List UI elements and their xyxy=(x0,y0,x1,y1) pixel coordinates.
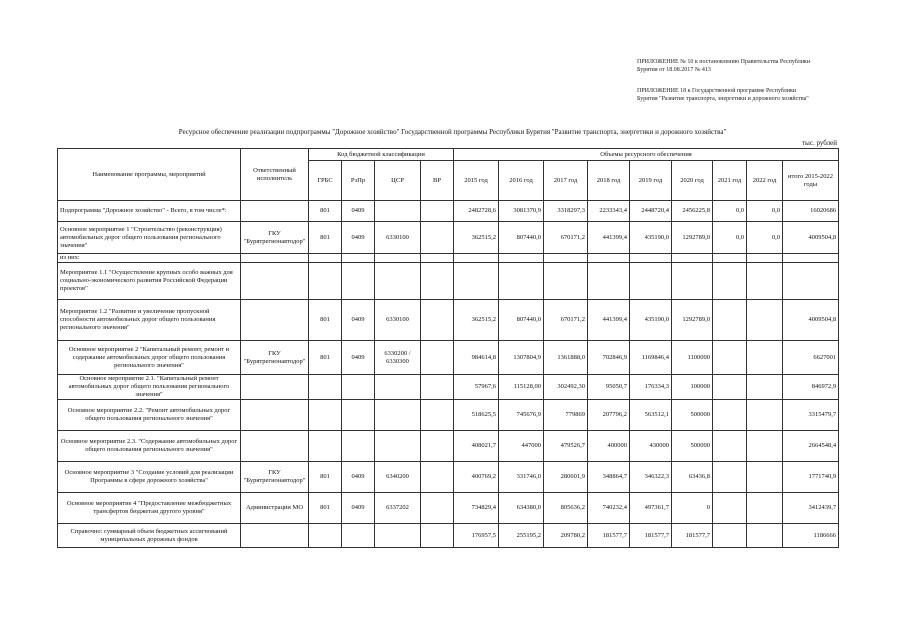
cell-value xyxy=(713,493,747,524)
cell-value: 1361888,0 xyxy=(544,341,588,375)
cell-grbs xyxy=(309,431,342,462)
cell-value: 1186666 xyxy=(783,524,839,548)
cell-value: 984614,8 xyxy=(454,341,499,375)
cell-name: Основное мероприятие 2 "Капитальный ремонт, ремонт и содержание автомобильных дорог общего пользования регионального значения" xyxy=(58,341,241,375)
cell-name: Основное мероприятие 4 "Предоставление межбюджетных трансфертов бюджетам другого уровня" xyxy=(58,493,241,524)
cell-value: 563512,1 xyxy=(630,400,672,431)
header-total: итого 2015-2022 годы xyxy=(783,161,839,201)
cell-csr xyxy=(375,524,421,548)
header-year: 2016 год xyxy=(499,161,544,201)
appendix-line: Бурятия от 18.08.2017 № 413 xyxy=(637,67,711,73)
cell-rzpr xyxy=(342,263,375,300)
cell-value xyxy=(454,254,499,263)
cell-value: 209780,2 xyxy=(544,524,588,548)
cell-grbs xyxy=(309,400,342,431)
cell-value xyxy=(747,431,783,462)
cell-name: Основное мероприятие 2.2. "Ремонт автомобильных дорог общего пользования регионального значения" xyxy=(58,400,241,431)
cell-value: 634380,0 xyxy=(499,493,544,524)
cell-value: 3315479,7 xyxy=(783,400,839,431)
cell-csr: 6337202 xyxy=(375,493,421,524)
cell-rzpr xyxy=(342,524,375,548)
cell-value xyxy=(672,263,713,300)
cell-value xyxy=(713,400,747,431)
cell-responsible xyxy=(241,400,309,431)
appendix-header-2 xyxy=(637,87,809,103)
cell-value xyxy=(783,254,839,263)
header-volumes: Объемы ресурсного обеспечения xyxy=(454,149,839,161)
cell-value xyxy=(747,300,783,341)
cell-grbs: 801 xyxy=(309,201,342,222)
cell-value: 95050,7 xyxy=(588,375,630,400)
cell-responsible xyxy=(241,375,309,400)
cell-value xyxy=(454,263,499,300)
cell-value: 181577,7 xyxy=(672,524,713,548)
cell-responsible xyxy=(241,300,309,341)
table-row xyxy=(58,375,839,400)
cell-value: 6627001 xyxy=(783,341,839,375)
resource-table xyxy=(57,148,839,548)
cell-name: из них: xyxy=(58,254,241,263)
cell-value: 500000 xyxy=(672,400,713,431)
cell-value: 57967,6 xyxy=(454,375,499,400)
cell-csr xyxy=(375,431,421,462)
cell-value: 670171,2 xyxy=(544,300,588,341)
cell-value: 807440,0 xyxy=(499,300,544,341)
cell-name: Основное мероприятие 3 "Создание условий для реализации Программы в сфере дорожного хозяйства" xyxy=(58,462,241,493)
cell-vr xyxy=(421,201,454,222)
table-row xyxy=(58,462,839,493)
cell-value: 745676,9 xyxy=(499,400,544,431)
table-row xyxy=(58,341,839,375)
cell-value: 740232,4 xyxy=(588,493,630,524)
table-row xyxy=(58,493,839,524)
cell-value: 0,0 xyxy=(747,222,783,254)
appendix-line: ПРИЛОЖЕНИЕ № 10 к постановлению Правительства Республики xyxy=(637,59,811,65)
header-year: 2022 год xyxy=(747,161,783,201)
header-year: 2017 год xyxy=(544,161,588,201)
cell-value: 4009504,8 xyxy=(783,300,839,341)
cell-value: 2664548,4 xyxy=(783,431,839,462)
header-rzpr: РзПр xyxy=(342,161,375,201)
cell-vr xyxy=(421,493,454,524)
cell-grbs xyxy=(309,254,342,263)
cell-grbs: 801 xyxy=(309,462,342,493)
cell-value: 2233343,4 xyxy=(588,201,630,222)
cell-value xyxy=(630,254,672,263)
cell-grbs: 801 xyxy=(309,222,342,254)
cell-value: 435190,0 xyxy=(630,300,672,341)
cell-value: 734829,4 xyxy=(454,493,499,524)
cell-value xyxy=(672,254,713,263)
table-row xyxy=(58,222,839,254)
cell-value: 846972,9 xyxy=(783,375,839,400)
table-row xyxy=(58,201,839,222)
cell-value: 3318297,3 xyxy=(544,201,588,222)
cell-csr: 6330100 xyxy=(375,222,421,254)
cell-value: 500000 xyxy=(672,431,713,462)
cell-vr xyxy=(421,431,454,462)
cell-value xyxy=(747,375,783,400)
cell-responsible: ГКУ "Бурятрегионавтодор" xyxy=(241,222,309,254)
cell-value: 447000 xyxy=(499,431,544,462)
cell-value xyxy=(783,263,839,300)
cell-value: 331746,0 xyxy=(499,462,544,493)
cell-grbs: 801 xyxy=(309,341,342,375)
cell-value: 807440,0 xyxy=(499,222,544,254)
cell-value: 1307804,9 xyxy=(499,341,544,375)
cell-vr xyxy=(421,254,454,263)
cell-value: 518625,5 xyxy=(454,400,499,431)
cell-responsible xyxy=(241,254,309,263)
header-vr: ВР xyxy=(421,161,454,201)
cell-value: 1169846,4 xyxy=(630,341,672,375)
cell-value: 430000 xyxy=(630,431,672,462)
cell-value: 441399,4 xyxy=(588,222,630,254)
cell-name: Основное мероприятие 2.3. "Содержание автомобильных дорог общего пользования регионального значения" xyxy=(58,431,241,462)
table-row xyxy=(58,263,839,300)
cell-value xyxy=(747,524,783,548)
cell-value: 181577,7 xyxy=(630,524,672,548)
cell-grbs xyxy=(309,263,342,300)
cell-responsible xyxy=(241,431,309,462)
cell-csr xyxy=(375,254,421,263)
cell-csr: 6330200 / 6330300 xyxy=(375,341,421,375)
header-year: 2018 год xyxy=(588,161,630,201)
cell-csr xyxy=(375,375,421,400)
cell-value xyxy=(544,263,588,300)
cell-value xyxy=(544,254,588,263)
cell-rzpr: 0409 xyxy=(342,300,375,341)
header-responsible: Ответственный исполнитель xyxy=(241,149,309,201)
appendix-line: ПРИЛОЖЕНИЕ 18 к Государственной программе Республики xyxy=(637,88,797,94)
cell-value: 3081370,9 xyxy=(499,201,544,222)
cell-csr: 6330100 xyxy=(375,300,421,341)
cell-name: Основное мероприятие 1 "Строительство (реконструкция) автомобильных дорог общего пользования регионального значения" xyxy=(58,222,241,254)
cell-grbs xyxy=(309,375,342,400)
appendix-line: Бурятия "Развитие транспорта, энергетики и дорожного хозяйства" xyxy=(637,96,809,102)
cell-value: 207796,2 xyxy=(588,400,630,431)
cell-value: 400000 xyxy=(588,431,630,462)
cell-value: 1771740,9 xyxy=(783,462,839,493)
cell-value xyxy=(747,462,783,493)
cell-value: 362515,2 xyxy=(454,300,499,341)
cell-value xyxy=(713,431,747,462)
cell-value xyxy=(499,263,544,300)
cell-value xyxy=(713,263,747,300)
cell-name: Основное мероприятие 2.1. "Капитальный ремонт автомобильных дорог общего пользования регионального значения" xyxy=(58,375,241,400)
cell-vr xyxy=(421,341,454,375)
cell-value: 348864,7 xyxy=(588,462,630,493)
cell-value: 16020686 xyxy=(783,201,839,222)
header-year: 2020 год xyxy=(672,161,713,201)
cell-rzpr xyxy=(342,400,375,431)
cell-value: 479526,7 xyxy=(544,431,588,462)
header-year: 2015 год xyxy=(454,161,499,201)
cell-value: 302492,30 xyxy=(544,375,588,400)
cell-value: 400769,2 xyxy=(454,462,499,493)
header-budget-code: Код бюджетной классификации xyxy=(309,149,454,161)
cell-value: 1100000 xyxy=(672,341,713,375)
cell-value: 255195,2 xyxy=(499,524,544,548)
cell-rzpr: 0409 xyxy=(342,493,375,524)
cell-vr xyxy=(421,400,454,431)
document-title: Ресурсное обеспечение реализации подпрограммы "Дорожное хозяйство" Государственной программы Республики Бурятия "Развитие транспорта, энергетики и дорожного хозяйства" xyxy=(178,128,727,136)
cell-value: 2456225,8 xyxy=(672,201,713,222)
cell-value xyxy=(499,254,544,263)
cell-csr xyxy=(375,263,421,300)
cell-value xyxy=(747,341,783,375)
cell-value: 497361,7 xyxy=(630,493,672,524)
cell-value xyxy=(588,263,630,300)
cell-value: 0,0 xyxy=(747,201,783,222)
cell-value: 0 xyxy=(672,493,713,524)
cell-value: 115128,00 xyxy=(499,375,544,400)
cell-grbs xyxy=(309,524,342,548)
cell-value xyxy=(588,254,630,263)
header-year: 2019 год xyxy=(630,161,672,201)
cell-vr xyxy=(421,222,454,254)
cell-vr xyxy=(421,300,454,341)
cell-responsible xyxy=(241,263,309,300)
cell-responsible: Администрации МО xyxy=(241,493,309,524)
header-name: Наименование программы, мероприятий xyxy=(58,149,241,201)
cell-name: Мероприятие 1.1 "Осуществление крупных особо важных для социально-экономического развития Российской Федерации проектов" xyxy=(58,263,241,300)
table-row xyxy=(58,524,839,548)
cell-rzpr xyxy=(342,375,375,400)
cell-value: 280601,9 xyxy=(544,462,588,493)
cell-value: 63436,8 xyxy=(672,462,713,493)
header-grbs: ГРБС xyxy=(309,161,342,201)
cell-value: 362515,2 xyxy=(454,222,499,254)
cell-value xyxy=(630,263,672,300)
cell-value: 176957,5 xyxy=(454,524,499,548)
cell-rzpr: 0409 xyxy=(342,341,375,375)
cell-value xyxy=(713,341,747,375)
cell-value: 702846,9 xyxy=(588,341,630,375)
cell-value: 441399,4 xyxy=(588,300,630,341)
cell-value xyxy=(713,375,747,400)
cell-value xyxy=(747,400,783,431)
cell-value xyxy=(747,254,783,263)
cell-rzpr xyxy=(342,431,375,462)
cell-value: 181577,7 xyxy=(588,524,630,548)
cell-name: Подпрограмма "Дорожное хозяйство" - Всего, в том числе*: xyxy=(58,201,241,222)
cell-value: 0,0 xyxy=(713,201,747,222)
cell-value: 346322,3 xyxy=(630,462,672,493)
cell-rzpr: 0409 xyxy=(342,222,375,254)
header-year: 2021 год xyxy=(713,161,747,201)
cell-value xyxy=(713,300,747,341)
cell-value: 2482728,6 xyxy=(454,201,499,222)
cell-value: 435190,0 xyxy=(630,222,672,254)
cell-value xyxy=(713,524,747,548)
cell-value: 805636,2 xyxy=(544,493,588,524)
cell-grbs: 801 xyxy=(309,300,342,341)
cell-value: 2448720,4 xyxy=(630,201,672,222)
cell-value: 670171,2 xyxy=(544,222,588,254)
cell-value: 100000 xyxy=(672,375,713,400)
cell-value: 1292789,0 xyxy=(672,300,713,341)
cell-value xyxy=(713,254,747,263)
cell-responsible xyxy=(241,201,309,222)
cell-grbs: 801 xyxy=(309,493,342,524)
cell-value: 408021,7 xyxy=(454,431,499,462)
cell-responsible xyxy=(241,524,309,548)
cell-value: 3412439,7 xyxy=(783,493,839,524)
cell-vr xyxy=(421,524,454,548)
cell-responsible: ГКУ "Бурятрегионавтодор" xyxy=(241,462,309,493)
cell-csr xyxy=(375,400,421,431)
cell-name: Мероприятие 1.2 "Развитие и увеличение пропускной способности автомобильных дорог общего пользования регионального значения" xyxy=(58,300,241,341)
cell-rzpr: 0409 xyxy=(342,462,375,493)
cell-vr xyxy=(421,263,454,300)
cell-csr xyxy=(375,201,421,222)
cell-value: 4009504,8 xyxy=(783,222,839,254)
cell-rzpr xyxy=(342,254,375,263)
cell-value: 176334,3 xyxy=(630,375,672,400)
cell-value xyxy=(713,462,747,493)
cell-vr xyxy=(421,462,454,493)
cell-rzpr: 0409 xyxy=(342,201,375,222)
cell-value xyxy=(747,263,783,300)
cell-vr xyxy=(421,375,454,400)
units-label: тыс. рублей xyxy=(802,139,837,147)
cell-csr: 6340200 xyxy=(375,462,421,493)
header-csr: ЦСР xyxy=(375,161,421,201)
cell-value xyxy=(747,493,783,524)
table-row xyxy=(58,400,839,431)
cell-responsible: ГКУ "Бурятрегионавтодор" xyxy=(241,341,309,375)
appendix-header-1 xyxy=(637,58,810,74)
cell-value: 0,0 xyxy=(713,222,747,254)
cell-name: Справочно: суммарный объем бюджетных ассигнований муниципальных дорожных фондов xyxy=(58,524,241,548)
table-row xyxy=(58,254,839,263)
table-row xyxy=(58,300,839,341)
table-row xyxy=(58,431,839,462)
cell-value: 1292789,0 xyxy=(672,222,713,254)
cell-value: 779869 xyxy=(544,400,588,431)
